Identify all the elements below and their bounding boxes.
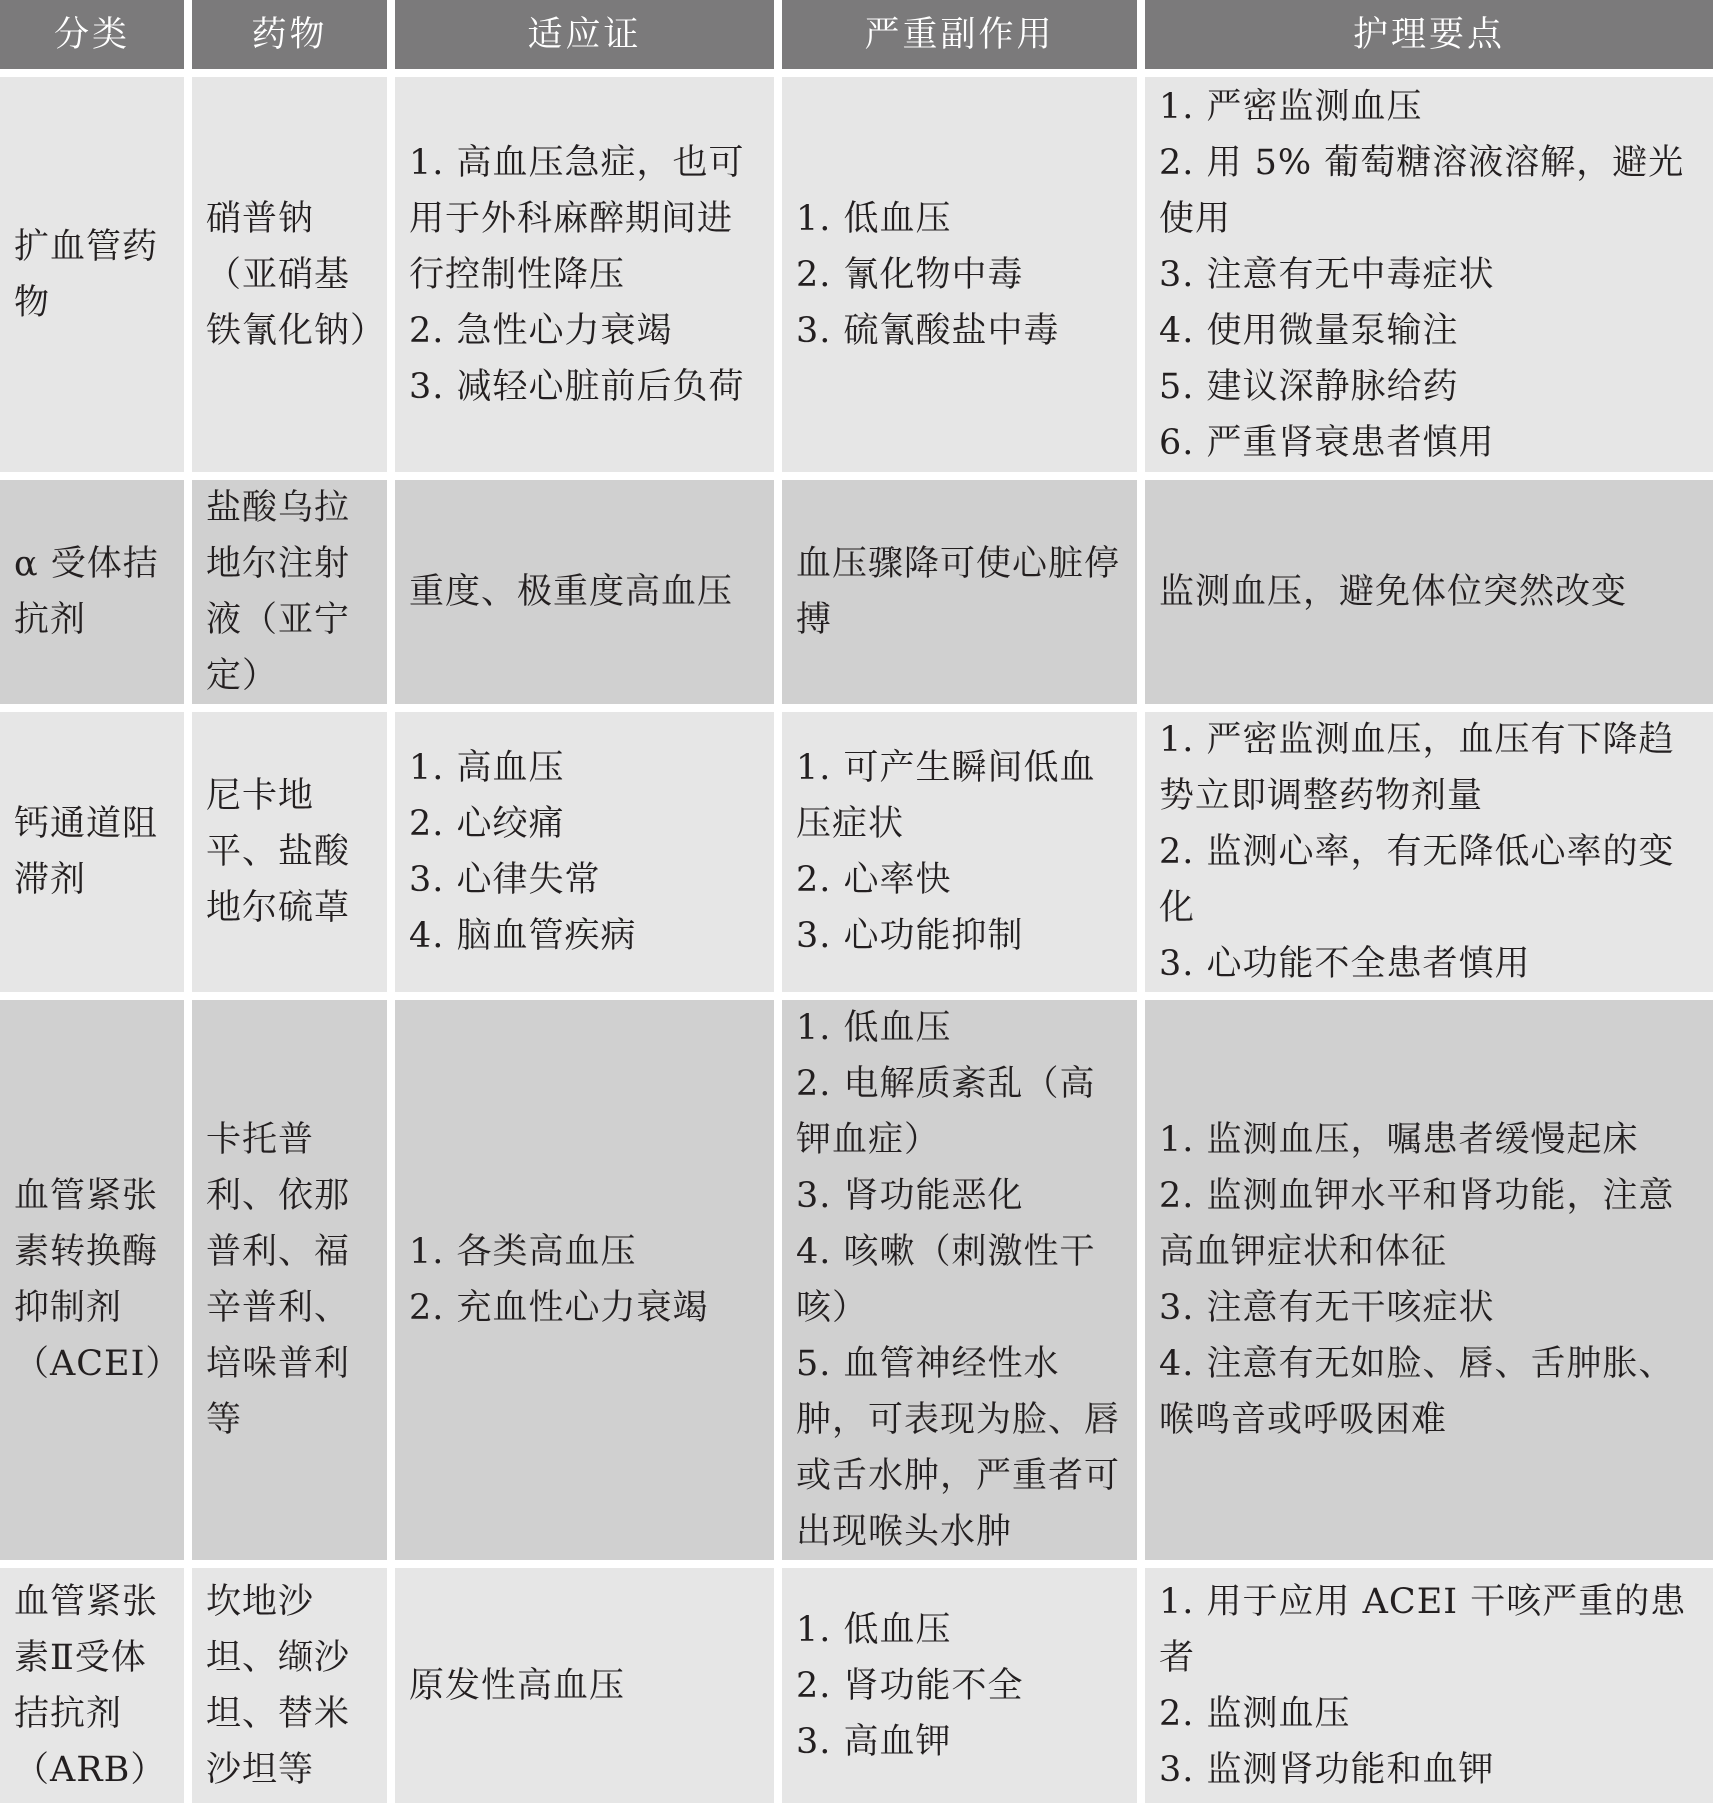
side-effect-item: 3. 硫氰酸盐中毒 (796, 310, 1060, 351)
side-effects-cell (782, 1000, 1137, 1560)
indication-item: 2. 急性心力衰竭 (409, 310, 673, 351)
side-effect-item: 2. 肾功能不全 (796, 1665, 1024, 1706)
indication-item: 3. 心律失常 (409, 860, 601, 900)
indication-item: 4. 脑血管疾病 (409, 916, 637, 956)
nursing-item: 5. 建议深静脉给药 (1159, 366, 1459, 407)
indication-item: 原发性高血压 (409, 1665, 626, 1706)
table-row (0, 712, 1713, 992)
side-effect-item: 1. 低血压 (796, 198, 952, 239)
drug-cell: 盐酸乌拉地尔注射液（亚宁定） (192, 480, 387, 704)
indication-item: 3. 减轻心脏前后负荷 (409, 366, 745, 407)
category-cell: 血管紧张素转换酶抑制剂（ACEI） (0, 1000, 184, 1560)
nursing-item: 1. 严密监测血压 (1159, 86, 1423, 127)
nursing-item: 3. 心功能不全患者慎用 (1159, 944, 1531, 984)
nursing-cell (1145, 77, 1713, 472)
nursing-item: 2. 监测心率，有无降低心率的变化 (1159, 832, 1675, 928)
side-effect-item: 3. 心功能抑制 (796, 916, 1024, 956)
drug-cell: 卡托普利、依那普利、福辛普利、培哚普利等 (192, 1000, 387, 1560)
side-effect-item: 4. 咳嗽（刺激性干咳） (796, 1232, 1096, 1328)
side-effect-item: 3. 肾功能恶化 (796, 1176, 1024, 1216)
nursing-item: 4. 注意有无如脸、唇、舌肿胀、喉鸣音或呼吸困难 (1159, 1344, 1675, 1440)
indication-item: 1. 高血压急症，也可用于外科麻醉期间进行控制性降压 (409, 142, 745, 295)
nursing-item: 2. 监测血钾水平和肾功能，注意高血钾症状和体征 (1159, 1176, 1675, 1272)
side-effect-item: 2. 电解质紊乱（高钾血症） (796, 1064, 1096, 1160)
indication-item: 重度、极重度高血压 (409, 572, 734, 612)
side-effect-item: 3. 高血钾 (796, 1721, 952, 1762)
side-effects-cell (782, 77, 1137, 472)
side-effect-item: 2. 氰化物中毒 (796, 254, 1024, 295)
nursing-cell (1145, 1000, 1713, 1560)
side-effects-cell (782, 1568, 1137, 1803)
side-effects-cell (782, 480, 1137, 704)
indications-cell (395, 1568, 774, 1803)
header-category: 分类 (0, 0, 184, 69)
header-drug: 药物 (192, 0, 387, 69)
nursing-cell (1145, 712, 1713, 992)
category-cell: 血管紧张素Ⅱ受体拮抗剂（ARB） (0, 1568, 184, 1803)
nursing-item: 3. 监测肾功能和血钾 (1159, 1749, 1495, 1790)
side-effect-item: 1. 可产生瞬间低血压症状 (796, 748, 1096, 844)
table-row (0, 1568, 1713, 1803)
nursing-item: 1. 用于应用 ACEI 干咳严重的患者 (1159, 1581, 1687, 1678)
nursing-item: 2. 监测血压 (1159, 1693, 1351, 1734)
indications-cell (395, 1000, 774, 1560)
nursing-item: 3. 注意有无干咳症状 (1159, 1288, 1495, 1328)
header-side-effects: 严重副作用 (782, 0, 1137, 69)
indications-cell (395, 77, 774, 472)
nursing-item: 监测血压，避免体位突然改变 (1159, 572, 1628, 612)
side-effect-item: 血压骤降可使心脏停搏 (796, 544, 1121, 640)
side-effects-cell (782, 712, 1137, 992)
indication-item: 1. 各类高血压 (409, 1232, 637, 1272)
indication-item: 1. 高血压 (409, 748, 565, 788)
side-effect-item: 1. 低血压 (796, 1609, 952, 1650)
nursing-item: 1. 监测血压，嘱患者缓慢起床 (1159, 1120, 1639, 1160)
category-cell: α 受体拮抗剂 (0, 480, 184, 704)
table-row (0, 1000, 1713, 1560)
nursing-cell (1145, 480, 1713, 704)
side-effect-item: 2. 心率快 (796, 860, 952, 900)
indication-item: 2. 充血性心力衰竭 (409, 1288, 709, 1328)
table-row (0, 77, 1713, 472)
drug-cell: 尼卡地平、盐酸地尔硫䓬 (192, 712, 387, 992)
nursing-item: 6. 严重肾衰患者慎用 (1159, 422, 1495, 463)
indications-cell (395, 712, 774, 992)
nursing-item: 3. 注意有无中毒症状 (1159, 254, 1495, 295)
header-row (0, 0, 1713, 69)
nursing-item: 2. 用 5% 葡萄糖溶液溶解，避光使用 (1159, 142, 1685, 239)
category-cell: 钙通道阻滞剂 (0, 712, 184, 992)
nursing-item: 1. 严密监测血压，血压有下降趋势立即调整药物剂量 (1159, 720, 1675, 816)
drug-cell: 坎地沙坦、缬沙坦、替米沙坦等 (192, 1568, 387, 1803)
nursing-cell (1145, 1568, 1713, 1803)
category-cell: 扩血管药物 (0, 77, 184, 472)
side-effect-item: 1. 低血压 (796, 1008, 952, 1048)
table-row (0, 480, 1713, 704)
indications-cell (395, 480, 774, 704)
nursing-item: 4. 使用微量泵输注 (1159, 310, 1459, 351)
indication-item: 2. 心绞痛 (409, 804, 565, 844)
header-indications: 适应证 (395, 0, 774, 69)
drug-cell: 硝普钠（亚硝基铁氰化钠） (192, 77, 387, 472)
side-effect-item: 5. 血管神经性水肿，可表现为脸、唇或舌水肿，严重者可出现喉头水肿 (796, 1344, 1121, 1552)
header-nursing: 护理要点 (1145, 0, 1713, 69)
